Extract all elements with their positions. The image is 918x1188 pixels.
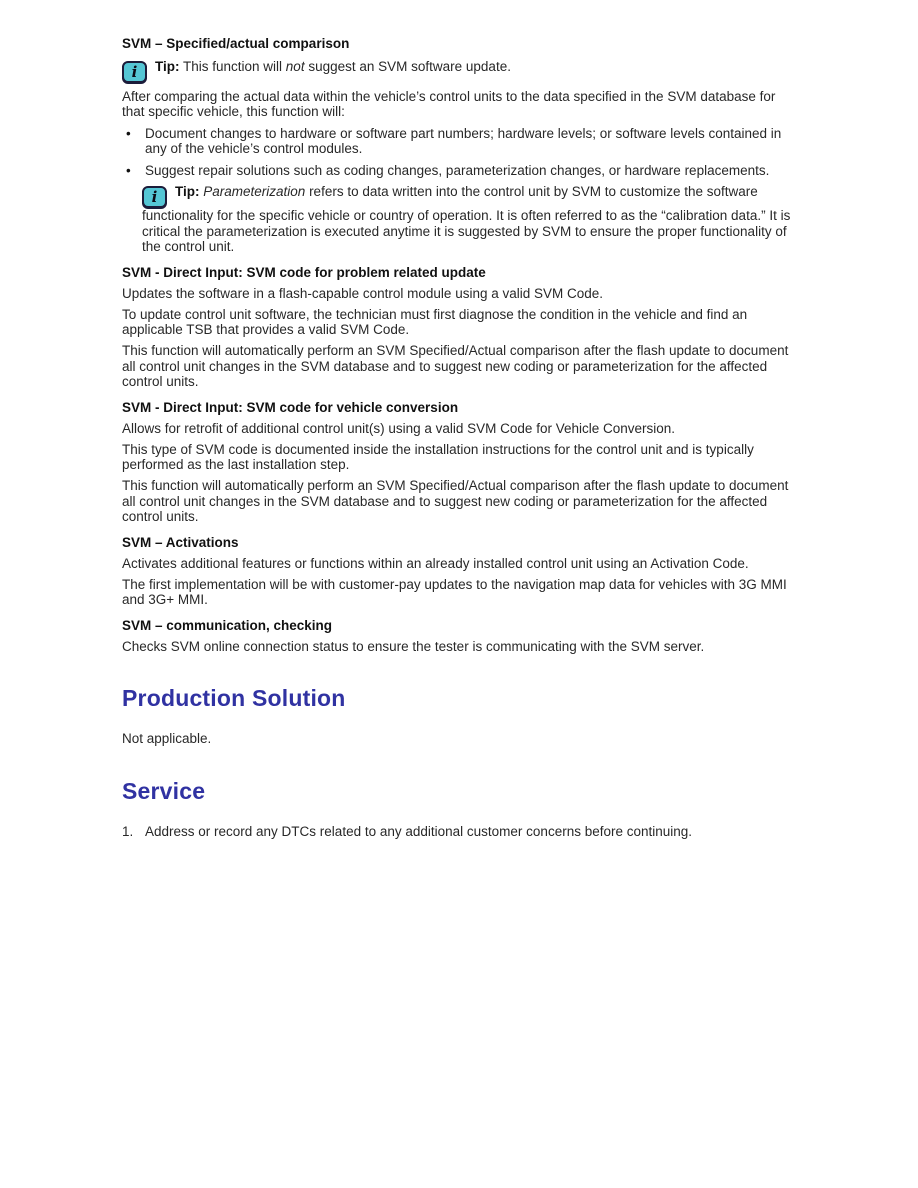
- body-paragraph: To update control unit software, the technician must first diagnose the condition in the vehicle and find an applicable TSB that provides a valid SVM Code.: [122, 306, 748, 337]
- info-tip-icon-glyph: i: [151, 188, 158, 206]
- body-paragraph: Activates additional features or functions within an already installed control unit using an Activation Code.: [122, 555, 749, 571]
- service-step-text: Address or record any DTCs related to any additional customer concerns before continuing.: [145, 823, 693, 839]
- bullet-text: Suggest repair solutions such as coding changes, parameterization changes, or hardware replacements.: [145, 162, 770, 178]
- tip-text: This function will: [179, 58, 286, 74]
- info-tip-icon: [122, 61, 147, 83]
- heading-service: Service: [122, 777, 206, 804]
- body-paragraph: The first implementation will be with customer-pay updates to the navigation map data for vehicles with 3G MMI and 3G+ MMI.: [122, 576, 787, 607]
- body-paragraph: This function will automatically perform an SVM Specified/Actual comparison after the flash update to document all control unit changes in the SVM database and to suggest new coding or parameterization for the affected control units.: [122, 343, 789, 389]
- body-paragraph: Updates the software in a flash-capable control module using a valid SVM Code.: [122, 285, 604, 301]
- bullet-item-suggest-repair: [122, 163, 797, 179]
- production-solution-body: Not applicable.: [122, 731, 212, 746]
- bullet-text: Document changes to hardware or software part numbers; hardware levels; or software levels contained in any of the vehicle’s control modules.: [145, 125, 782, 156]
- tip-text-italic: Parameterization: [199, 184, 306, 199]
- intro-paragraph: After comparing the actual data within the vehicle’s control units to the data specified in the SVM database for that specific vehicle, this function will:: [122, 88, 776, 119]
- tip-text-italic: not: [285, 58, 305, 74]
- bullet-item-document-changes: [122, 126, 797, 157]
- heading-svm-specified-actual-comparison: SVM – Specified/actual comparison: [122, 36, 350, 51]
- tip-note-parameterization: [142, 184, 797, 255]
- body-paragraph: Allows for retrofit of additional control unit(s) using a valid SVM Code for Vehicle Conversion.: [122, 420, 676, 436]
- body-paragraph: This type of SVM code is documented inside the installation instructions for the control unit and is typically performed as the last installation step.: [122, 441, 754, 472]
- info-tip-icon: [142, 186, 167, 208]
- tip-label: Tip:: [175, 184, 200, 199]
- heading-svm-activations: SVM – Activations: [122, 534, 239, 550]
- tip-text: refers to data written into the control unit by SVM to customize the software functionality for the specific vehicle or country of operation. It is often referred to as the “calibration data.” It is critical the parameterization is executed anytime it is suggested by SVM to ensure the proper functionality of the control unit.: [142, 184, 791, 254]
- tip-note-no-software-update: [122, 59, 797, 83]
- body-paragraph: This function will automatically perform an SVM Specified/Actual comparison after the flash update to document all control unit changes in the SVM database and to suggest new coding or parameterization for the affected control units.: [122, 478, 789, 524]
- tip-text: suggest an SVM software update.: [304, 58, 511, 74]
- heading-svm-vehicle-conversion: SVM - Direct Input: SVM code for vehicle conversion: [122, 399, 459, 415]
- heading-svm-problem-related-update: SVM - Direct Input: SVM code for problem related update: [122, 264, 486, 280]
- heading-production-solution: Production Solution: [122, 685, 346, 711]
- body-paragraph: Checks SVM online connection status to ensure the tester is communicating with the SVM server.: [122, 638, 705, 654]
- info-tip-icon-glyph: i: [131, 62, 138, 81]
- service-step-1: [122, 824, 797, 840]
- heading-svm-communication-checking: SVM – communication, checking: [122, 617, 333, 633]
- tip-label: Tip:: [155, 58, 180, 74]
- bullet-marker: •: [126, 162, 131, 178]
- service-step-number: 1.: [122, 823, 134, 839]
- bullet-marker: •: [126, 125, 131, 141]
